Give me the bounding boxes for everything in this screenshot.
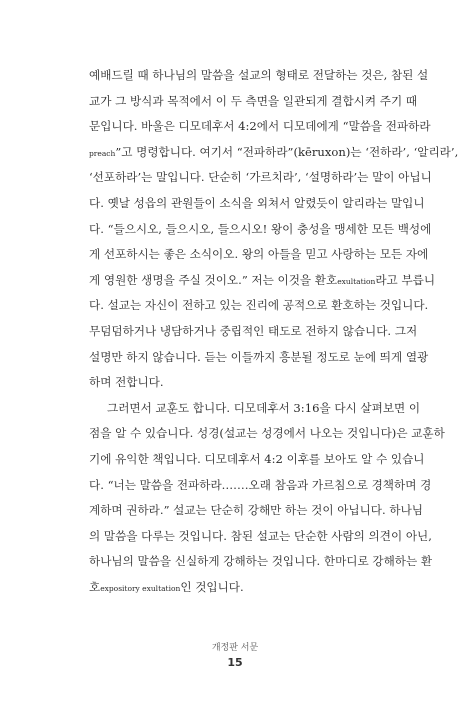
english-gloss: expository exultation <box>100 583 181 593</box>
text-line: 다. 설교는 자신이 전하고 있는 진리에 공적으로 환호하는 것입니다. <box>89 298 429 313</box>
text-line: 게 선포하시는 좋은 소식이오. 왕의 아들을 믿고 사랑하는 모든 자에 <box>89 247 429 262</box>
english-gloss: preach <box>89 148 116 158</box>
text-segment: 라고 부릅니 <box>375 272 436 287</box>
text-line: 계하며 권하라.” 설교는 단순히 강해만 하는 것이 아닙니다. 하나님 <box>89 503 423 518</box>
text-line: 문입니다. 바울은 디모데후서 4:2에서 디모데에게 “말씀을 전파하라 <box>89 119 431 134</box>
text-line: 다. 옛날 성읍의 관원들이 소식을 외쳐서 알렸듯이 알리라는 말입니 <box>89 195 425 210</box>
text-line: 하며 전합니다. <box>89 375 164 390</box>
text-segment: 게 영원한 생명을 주실 것이오.” 저는 이것을 환호 <box>89 272 338 287</box>
text-line: 하나님의 말씀을 신실하게 강해하는 것입니다. 한마디로 강해하는 환 <box>89 554 433 569</box>
text-segment: 인 것입니다. <box>180 579 244 594</box>
body-text <box>89 63 459 600</box>
text-line: 무덤덤하거나 냉담하거나 중립적인 태도로 전하지 않습니다. 그저 <box>89 323 418 338</box>
text-line: 기에 유익한 책입니다. 디모데후서 4:2 이후를 보아도 알 수 있습니 <box>89 451 425 466</box>
text-line: 점을 알 수 있습니다. 성경(설교는 성경에서 나오는 것입니다)은 교훈하 <box>89 426 445 441</box>
page-number: 15 <box>227 656 243 669</box>
text-line: 교가 그 방식과 목적에서 이 두 측면을 일관되게 결합시켜 주기 때 <box>89 93 418 108</box>
text-line: 설명만 하지 않습니다. 듣는 이들까지 흥분될 정도로 눈에 띄게 열광 <box>89 349 429 364</box>
text-line <box>89 575 404 601</box>
text-line: 다. “들으시오, 들으시오, 들으시오! 왕이 충성을 맹세한 모든 백성에 <box>89 221 432 236</box>
text-line: 예배드릴 때 하나님의 말씀을 설교의 형태로 전달하는 것은, 참된 설 <box>89 68 429 82</box>
text-segment: 호 <box>89 579 101 594</box>
text-line <box>89 268 436 294</box>
text-line: 다. “너는 말씀을 전파하라.……오래 참음과 가르침으로 경책하며 경 <box>89 477 432 492</box>
text-segment: ”고 명령합니다. 여기서 “전파하라”(kēruxon)는 ‘전하라’, ‘알리라’, <box>115 144 459 159</box>
english-gloss: exultation <box>337 276 376 286</box>
text-line: 의 말씀을 다루는 것입니다. 참된 설교는 단순한 사람의 의견이 아닌, <box>89 528 432 543</box>
running-footer-title: 개정판 서문 <box>211 643 259 653</box>
text-line: 그러면서 교훈도 합니다. 디모데후서 3:16을 다시 살펴보면 이 <box>107 400 421 415</box>
text-line <box>89 140 459 166</box>
text-line: ‘선포하라’는 말입니다. 단순히 ‘가르치라’, ‘설명하라’는 말이 아닙니 <box>89 170 432 185</box>
